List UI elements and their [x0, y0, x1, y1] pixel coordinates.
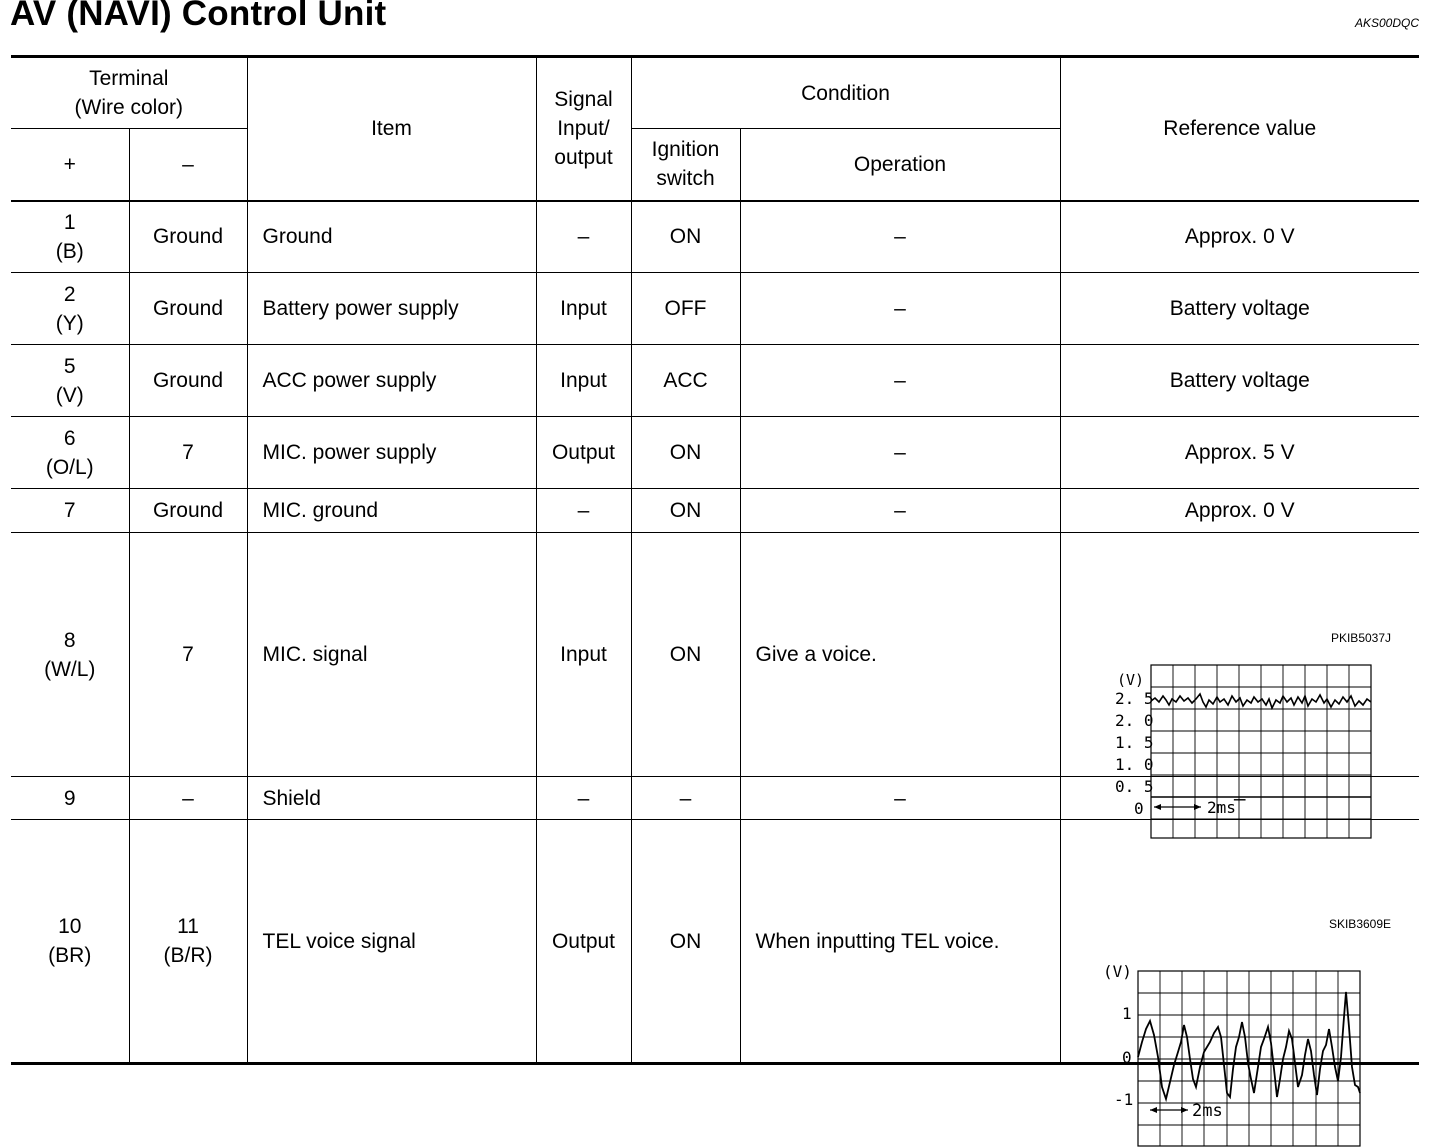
- wire-color-header-label: (Wire color): [74, 96, 183, 119]
- terminal-minus-cell: Ground: [129, 345, 247, 417]
- wire-color: (BR): [48, 944, 92, 967]
- reference-cell: Approx. 0 V: [1060, 489, 1419, 533]
- table-row: [11, 273, 1419, 345]
- tel-y-label: 0: [1121, 1048, 1132, 1067]
- mic-y-label: 1. 5: [1114, 732, 1154, 752]
- ignition-cell: ON: [631, 417, 740, 489]
- terminal-minus-cell: Ground: [129, 201, 247, 273]
- terminal-plus-cell: [11, 273, 129, 345]
- wire-color: (V): [55, 383, 84, 407]
- signal-cell: Input: [536, 533, 631, 777]
- item-cell: Shield: [247, 777, 536, 820]
- ignition-cell: OFF: [631, 273, 740, 345]
- table-row: [11, 489, 1419, 533]
- terminal-number: 6: [63, 426, 76, 450]
- mic-waveform-chart: [1106, 661, 1376, 861]
- wire-color: (O/L): [45, 455, 94, 479]
- ignition-cell: ON: [631, 533, 740, 777]
- operation-cell: –: [740, 489, 1060, 533]
- signal-cell: –: [536, 201, 631, 273]
- tel-time-marker: [1150, 1107, 1188, 1113]
- mic-y-label: 2. 5: [1114, 688, 1154, 708]
- signal-cell: Input: [536, 345, 631, 417]
- reference-header: Reference value: [1060, 57, 1419, 201]
- wire-color: (W/L): [44, 657, 96, 681]
- reference-cell: Approx. 0 V: [1060, 201, 1419, 273]
- table-row: [11, 417, 1419, 489]
- tel-time-label: 2ms: [1191, 1101, 1223, 1121]
- operation-cell: When inputting TEL voice.: [740, 820, 1060, 1064]
- terminal-minus-cell: 7: [129, 533, 247, 777]
- operation-header: Operation: [740, 129, 1060, 201]
- terminal-table: [11, 55, 1419, 1121]
- condition-header: Condition: [631, 57, 1060, 129]
- terminal-number: 8: [63, 628, 76, 652]
- terminal-plus-cell: [11, 201, 129, 273]
- signal-header: [536, 57, 631, 201]
- reference-cell: Battery voltage: [1060, 345, 1419, 417]
- terminal-minus-cell: Ground: [129, 273, 247, 345]
- item-cell: ACC power supply: [247, 345, 536, 417]
- item-cell: MIC. power supply: [247, 417, 536, 489]
- terminal-header-label: Terminal: [89, 67, 169, 90]
- terminal-plus-cell: [11, 345, 129, 417]
- document-code: AKS00DQC: [1354, 16, 1419, 30]
- mic-time-label: 2ms: [1206, 797, 1236, 817]
- terminal-minus-cell: Ground: [129, 489, 247, 533]
- tel-waveform-chart: [1102, 947, 1376, 1147]
- operation-cell: –: [740, 345, 1060, 417]
- wire-color: (Y): [55, 311, 84, 335]
- mic-unit-label: (V): [1116, 670, 1144, 689]
- table-row: [11, 345, 1419, 417]
- table-row: [11, 533, 1419, 777]
- signal-cell: –: [536, 489, 631, 533]
- ignition-header-line-1: Ignition: [651, 138, 720, 162]
- mic-y-label: 2. 0: [1114, 710, 1154, 730]
- ignition-header: [631, 129, 740, 201]
- ignition-cell: ON: [631, 489, 740, 533]
- reference-cell: Approx. 5 V: [1060, 417, 1419, 489]
- ignition-cell: –: [631, 777, 740, 820]
- signal-cell: Output: [536, 417, 631, 489]
- terminal-minus-number: 11: [177, 915, 199, 938]
- ignition-cell: ON: [631, 820, 740, 1064]
- operation-cell: –: [740, 201, 1060, 273]
- mic-grid: [1151, 665, 1371, 838]
- operation-cell: Give a voice.: [740, 533, 1060, 777]
- ignition-cell: ACC: [631, 345, 740, 417]
- terminal-minus-cell: –: [129, 777, 247, 820]
- signal-header-line-2: Input/: [557, 117, 610, 141]
- terminal-minus-cell: [129, 820, 247, 1064]
- item-cell: MIC. signal: [247, 533, 536, 777]
- operation-cell: –: [740, 777, 1060, 820]
- terminal-plus-cell: [11, 820, 129, 1064]
- signal-header-line-3: output: [554, 146, 613, 170]
- reference-cell: [1060, 533, 1419, 818]
- tel-y-label: 1: [1121, 1004, 1132, 1023]
- terminal-number: 1: [63, 210, 76, 234]
- item-cell: Ground: [247, 201, 536, 273]
- signal-cell: Input: [536, 273, 631, 345]
- terminal-plus-cell: [11, 533, 129, 777]
- terminal-plus-cell: 9: [11, 777, 129, 820]
- mic-y-label: 0. 5: [1114, 776, 1154, 796]
- page-title: AV (NAVI) Control Unit: [10, 0, 387, 33]
- tel-y-label: -1: [1113, 1090, 1133, 1109]
- terminal-minus-wire-color: (B/R): [163, 944, 213, 967]
- signal-header-line-1: Signal: [554, 88, 613, 112]
- terminal-number: 2: [63, 282, 76, 306]
- minus-header: –: [129, 129, 247, 201]
- terminal-number: 10: [58, 915, 82, 938]
- reference-cell: Battery voltage: [1060, 273, 1419, 345]
- signal-cell: –: [536, 777, 631, 820]
- operation-cell: –: [740, 417, 1060, 489]
- wire-color: (B): [55, 239, 84, 263]
- mic-y-label: 1. 0: [1114, 754, 1154, 774]
- tel-grid: [1138, 971, 1360, 1146]
- item-header: Item: [247, 57, 536, 201]
- terminal-plus-cell: [11, 417, 129, 489]
- tel-waveform-code: SKIB3609E: [1328, 917, 1392, 931]
- table-row: [11, 201, 1419, 273]
- ignition-cell: ON: [631, 201, 740, 273]
- terminal-header: [11, 57, 247, 129]
- reference-cell: –: [1060, 777, 1419, 820]
- ignition-header-line-2: switch: [656, 167, 715, 191]
- mic-time-marker: [1154, 804, 1201, 810]
- tel-unit-label: (V): [1102, 962, 1132, 981]
- item-cell: Battery power supply: [247, 273, 536, 345]
- terminal-minus-cell: 7: [129, 417, 247, 489]
- mic-y-label: 0: [1133, 798, 1144, 818]
- terminal-number: 5: [63, 354, 76, 378]
- mic-waveform-code: PKIB5037J: [1330, 630, 1392, 645]
- item-cell: MIC. ground: [247, 489, 536, 533]
- item-cell: TEL voice signal: [247, 820, 536, 1064]
- operation-cell: –: [740, 273, 1060, 345]
- signal-cell: Output: [536, 820, 631, 1064]
- terminal-plus-cell: 7: [11, 489, 129, 533]
- plus-header: +: [11, 129, 129, 201]
